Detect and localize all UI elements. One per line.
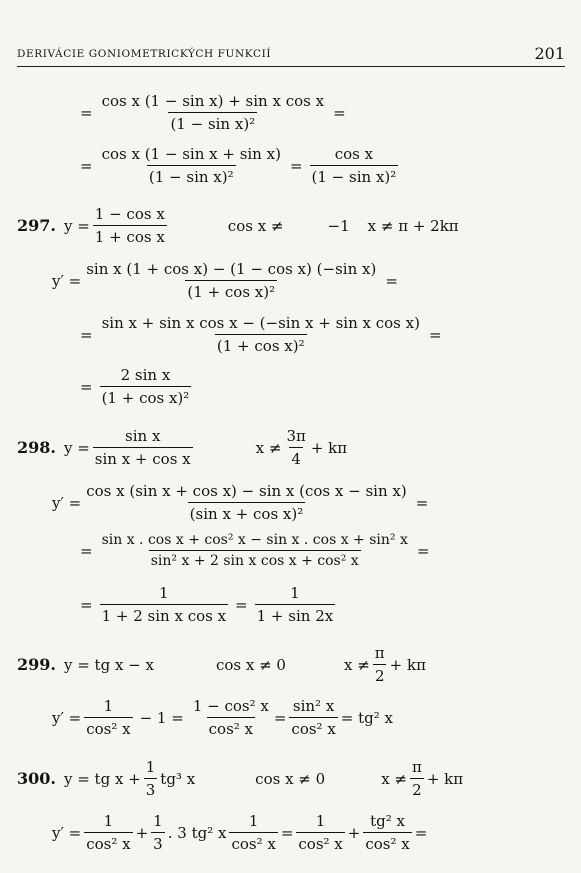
fraction — [100, 366, 192, 407]
numerator: sin² x — [292, 697, 335, 715]
fraction — [191, 697, 271, 738]
denominator: 4 — [289, 447, 303, 468]
equals-sign: = — [415, 493, 429, 512]
numerator: sin x . cos x + cos² x − sin x . cos x + sin² x — [101, 532, 408, 548]
equals-sign: = — [80, 595, 93, 614]
problem-297-statement — [17, 205, 459, 246]
equation-298-derivative — [52, 482, 432, 523]
fraction — [363, 812, 411, 853]
numerator: cos x (1 − sin x + sin x) — [101, 145, 281, 163]
denominator: 2 — [373, 664, 387, 685]
domain-condition: cos x ≠ 0 — [215, 655, 286, 674]
equation-299-derivative — [52, 697, 393, 738]
problem-299-statement — [17, 644, 426, 685]
plus-sign: + — [135, 823, 149, 842]
problem-number: 299. — [17, 655, 56, 674]
numerator: 1 — [159, 584, 169, 602]
fraction — [229, 812, 277, 853]
equals-sign: = — [414, 823, 428, 842]
equals-sign: = — [428, 325, 442, 344]
fraction — [151, 812, 165, 853]
fraction — [296, 812, 344, 853]
fraction — [84, 812, 132, 853]
numerator: tg² x — [370, 812, 405, 830]
fraction — [410, 758, 424, 799]
numerator: 1 — [103, 697, 114, 715]
denominator: cos² x — [207, 717, 255, 738]
denominator: cos² x — [363, 832, 411, 853]
numerator: 1 — [290, 584, 300, 602]
equation-line-1 — [76, 92, 350, 133]
equals-sign: = — [80, 377, 93, 396]
equals-sign: = — [80, 156, 93, 175]
numerator: 1 − cos x — [94, 205, 165, 223]
function-lhs: y = — [63, 438, 90, 457]
fraction — [100, 145, 283, 186]
denominator: 1 + sin 2x — [255, 604, 336, 625]
equals-sign: = — [385, 271, 398, 290]
expression-part: . 3 tg² x — [167, 823, 227, 842]
numerator: π — [411, 758, 422, 776]
denominator: cos² x — [229, 832, 277, 853]
plus-sign: + — [347, 823, 361, 842]
fraction — [84, 260, 378, 301]
numerator: cos x (sin x + cos x) − sin x (cos x − sin x) — [86, 482, 407, 500]
equals-sign: = — [80, 325, 93, 344]
equals-sign: = — [80, 541, 93, 560]
numerator: 3π — [286, 427, 306, 445]
denominator: sin² x + 2 sin x cos x + cos² x — [149, 550, 361, 569]
numerator: 1 — [315, 812, 326, 830]
domain-condition: cos x ≠ — [227, 216, 284, 235]
equation-298-result — [76, 584, 338, 625]
domain-condition: x ≠ — [381, 769, 407, 788]
function-lhs: y = tg x − x — [63, 655, 154, 674]
fraction — [100, 532, 410, 569]
denominator: 2 — [410, 778, 424, 799]
denominator: (1 + cos x)² — [185, 280, 277, 301]
numerator: 1 — [145, 758, 156, 776]
numerator: 1 — [248, 812, 259, 830]
denominator: (1 + cos x)² — [215, 334, 307, 355]
numerator: 1 — [153, 812, 163, 830]
problem-number: 298. — [17, 438, 56, 457]
denominator: sin x + cos x — [93, 447, 193, 468]
equals-sign: = — [235, 595, 248, 614]
denominator: cos² x — [84, 717, 132, 738]
equation-297-step2 — [76, 314, 446, 355]
domain-condition: x ≠ — [255, 438, 282, 457]
equals-sign: = — [289, 156, 303, 175]
domain-condition: + kπ — [389, 655, 426, 674]
derivative-lhs: y′ = — [52, 823, 82, 842]
domain-condition: x ≠ — [343, 655, 370, 674]
function-rhs: tg³ x — [160, 769, 196, 788]
equals-sign: = — [416, 541, 430, 560]
fraction — [100, 92, 326, 133]
equation-line-2 — [76, 145, 401, 186]
fraction — [84, 482, 408, 523]
fraction — [100, 314, 422, 355]
equals-sign: = — [80, 103, 93, 122]
numerator: sin x (1 + cos x) − (1 − cos x) (−sin x) — [86, 260, 377, 278]
domain-condition: + kπ — [310, 438, 348, 457]
equation-297-derivative — [52, 260, 402, 301]
equation-298-step2 — [76, 532, 433, 569]
equals-sign: = — [273, 708, 287, 727]
denominator: 3 — [144, 778, 158, 799]
denominator: (1 + cos x)² — [100, 386, 192, 407]
fraction — [310, 145, 399, 186]
equals-sign: = — [280, 823, 294, 842]
numerator: cos x (1 − sin x) + sin x cos x — [101, 92, 325, 110]
derivative-lhs: y′ = — [52, 493, 82, 512]
page-number: 201 — [534, 44, 565, 63]
equals-sign: = — [333, 103, 346, 122]
denominator: cos² x — [289, 717, 337, 738]
domain-condition: cos x ≠ 0 — [255, 769, 326, 788]
fraction — [144, 758, 158, 799]
problem-number: 300. — [17, 769, 56, 788]
denominator: 1 + cos x — [93, 225, 167, 246]
numerator: sin x + sin x cos x − (−sin x + sin x cos x) — [101, 314, 420, 332]
chapter-title: DERIVÁCIE GONIOMETRICKÝCH FUNKCIÍ — [17, 48, 272, 60]
derivative-lhs: y′ = — [52, 271, 82, 290]
problem-number: 297. — [17, 216, 56, 235]
problem-300-statement — [17, 758, 463, 799]
expression-part: − 1 = — [139, 708, 184, 727]
fraction — [84, 697, 132, 738]
denominator: (sin x + cos x)² — [188, 502, 306, 523]
equation-300-derivative — [52, 812, 427, 853]
fraction — [373, 644, 387, 685]
fraction — [93, 427, 193, 468]
domain-condition: + kπ — [426, 769, 464, 788]
numerator: 1 — [103, 812, 114, 830]
fraction — [255, 584, 336, 625]
denominator: 1 + 2 sin x cos x — [100, 604, 228, 625]
fraction — [93, 205, 167, 246]
denominator: cos² x — [84, 832, 132, 853]
numerator: sin x — [125, 427, 161, 445]
numerator: 1 − cos² x — [192, 697, 269, 715]
fraction — [284, 427, 307, 468]
function-lhs: y = — [63, 216, 90, 235]
domain-condition: −1 — [327, 216, 350, 235]
denominator: 3 — [151, 832, 165, 853]
denominator: (1 − sin x)² — [310, 165, 399, 186]
function-lhs: y = tg x + — [63, 769, 141, 788]
running-header — [17, 44, 565, 67]
denominator: cos² x — [296, 832, 344, 853]
numerator: 2 sin x — [120, 366, 171, 384]
fraction — [289, 697, 337, 738]
numerator: π — [374, 644, 385, 662]
denominator: (1 − sin x)² — [147, 165, 236, 186]
domain-condition: x ≠ π + 2kπ — [367, 216, 459, 235]
denominator: (1 − sin x)² — [168, 112, 257, 133]
equation-297-result — [76, 366, 194, 407]
expression-part: = tg² x — [340, 708, 394, 727]
derivative-lhs: y′ = — [52, 708, 82, 727]
problem-298-statement — [17, 427, 347, 468]
numerator: cos x — [334, 145, 374, 163]
fraction — [100, 584, 228, 625]
